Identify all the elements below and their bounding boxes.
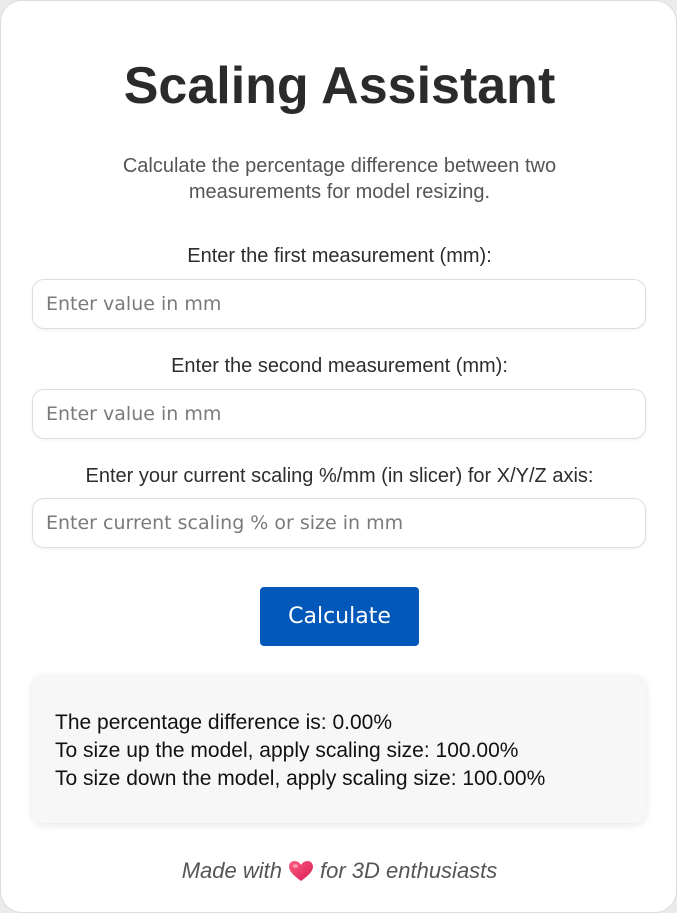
second-measurement-input[interactable] <box>32 389 646 439</box>
first-measurement-input[interactable] <box>32 279 646 329</box>
page-title: Scaling Assistant <box>123 57 556 115</box>
heart-icon <box>288 860 314 889</box>
size-up-result: To size up the model, apply scaling size: 100.00% <box>55 739 519 762</box>
calculate-button[interactable]: Calculate <box>260 587 419 646</box>
first-measurement-label: Enter the first measurement (mm): <box>187 245 492 267</box>
percentage-difference-result: The percentage difference is: 0.00% <box>55 711 392 734</box>
current-scaling-label: Enter your current scaling %/mm (in slicer) for X/Y/Z axis: <box>85 465 594 487</box>
footer-prefix: Made with <box>181 858 282 883</box>
current-scaling-input[interactable] <box>32 498 646 548</box>
page-subtitle: Calculate the percentage difference between two measurements for model resizing. <box>122 155 557 203</box>
result-panel <box>32 675 646 823</box>
footer-suffix: for 3D enthusiasts <box>319 858 498 883</box>
second-measurement-label: Enter the second measurement (mm): <box>171 355 508 377</box>
size-down-result: To size down the model, apply scaling size: 100.00% <box>55 767 546 790</box>
footer <box>1 857 677 889</box>
